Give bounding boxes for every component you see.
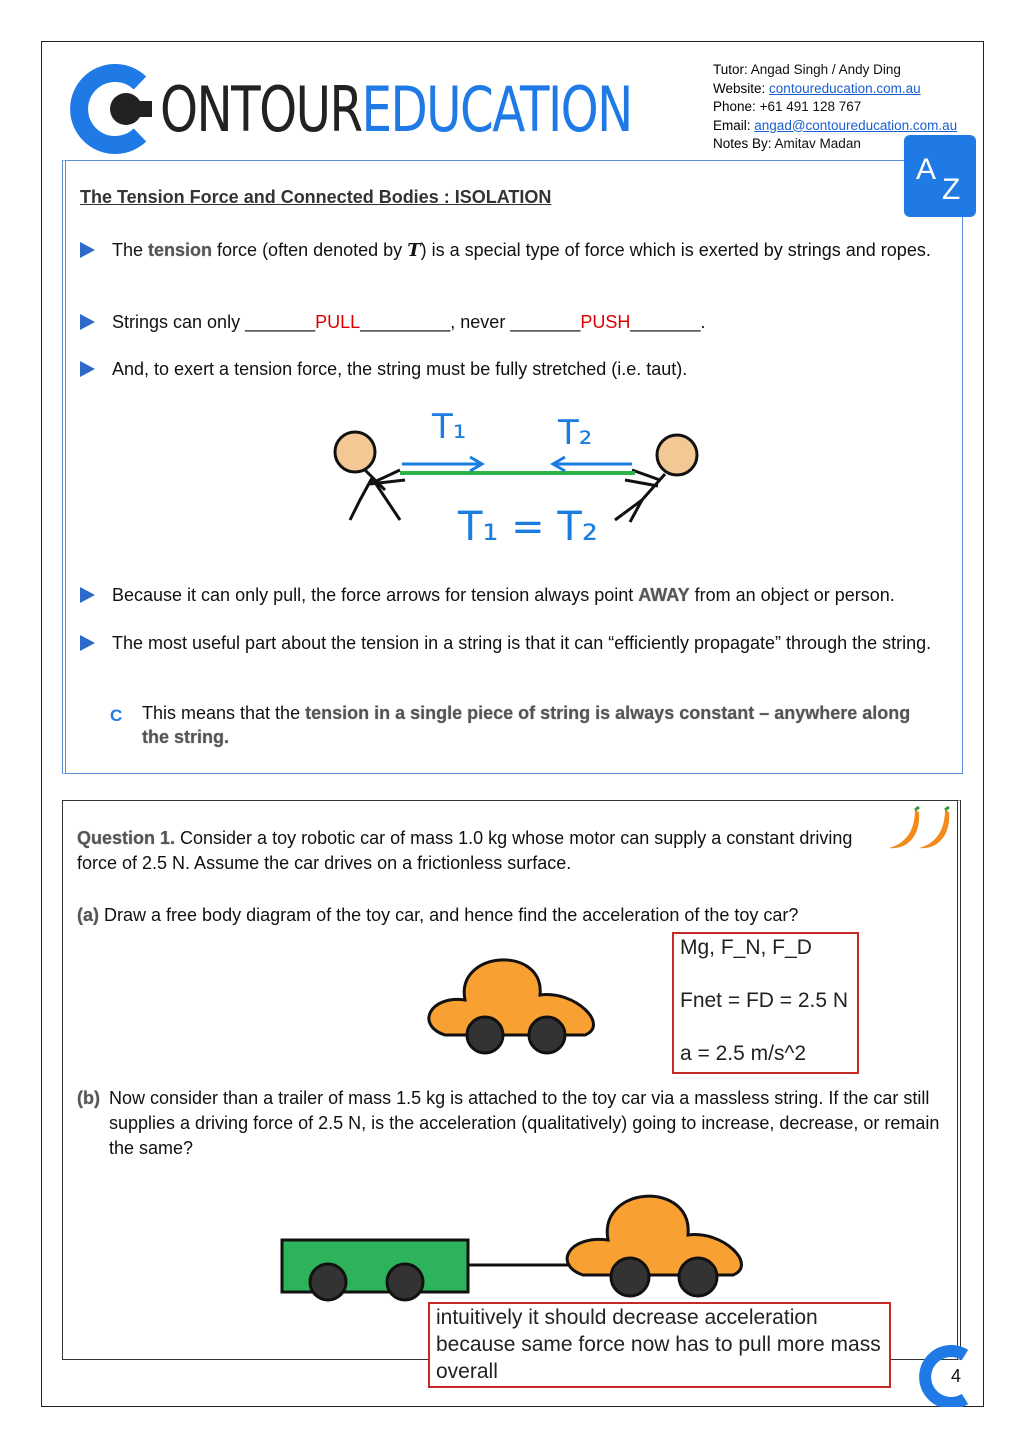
bullet-away: Because it can only pull, the force arrows for tension always point AWAY from an object or person. — [80, 583, 940, 607]
section-title: The Tension Force and Connected Bodies : ISOLATION — [80, 187, 552, 207]
bullet-arrow-icon — [80, 587, 95, 603]
stick-figure-left — [335, 432, 405, 520]
label-t1-equals-t2: T₁ = T₂ — [458, 504, 598, 550]
contour-logo — [68, 64, 765, 154]
tutor-label: Tutor: — [713, 62, 748, 77]
answer-box-a: Mg, F_N, F_D Fnet = FD = 2.5 N a = 2.5 m/s^2 — [672, 932, 859, 1074]
tension-diagram — [320, 400, 710, 560]
az-a: A — [916, 153, 937, 186]
answer-push: PUSH — [580, 312, 631, 332]
arrow-t2 — [553, 457, 632, 471]
tutor-value: Angad Singh / Andy Ding — [750, 62, 901, 77]
arrow-t1 — [402, 457, 482, 471]
bullet-arrow-icon — [80, 314, 95, 330]
bullet-propagate: The most useful part about the tension in a string is that it can “efficiently propagate” through the string. — [80, 631, 940, 655]
phone-label: Phone: — [713, 99, 756, 114]
az-z: Z — [942, 173, 961, 206]
toy-car-drawing — [425, 950, 605, 1060]
answer-pull: PULL — [315, 312, 361, 332]
bullet-arrow-icon — [80, 242, 95, 258]
logo-text-dark: ONTOUR — [160, 72, 362, 146]
logo-text-blue: EDUCATION — [361, 72, 632, 146]
footer-logo-icon — [915, 1345, 975, 1407]
part-a: (a) Draw a free body diagram of the toy car, and hence find the acceleration of the toy car? — [77, 905, 799, 925]
notes-by-value: Amitav Madan — [774, 136, 861, 151]
website-link[interactable]: contoureducation.com.au — [769, 80, 921, 96]
bullet-arrow-icon — [80, 635, 95, 651]
car-trailer-drawing — [278, 1185, 758, 1305]
bullet-pull-push: Strings can only _______PULL_________, never _______PUSH_______. — [80, 310, 940, 334]
chilli-difficulty-icon — [885, 806, 953, 852]
glossary-az-icon[interactable] — [904, 135, 976, 217]
contour-bullet-icon: C — [110, 706, 123, 725]
part-b: (b) Now consider than a trailer of mass 1.5 kg is attached to the toy car via a massless string. If the car still supplies a driving force of 2.5 N, is the acceleration (qualitatively) going to increase, decrease, or remain the same? — [77, 1088, 940, 1158]
question-1-text: Question 1. Consider a toy robotic car of mass 1.0 kg whose motor can supply a constant driving force of 2.5 N. Assume the car drives on a frictionless surface. — [77, 828, 853, 873]
email-link[interactable]: angad@contoureducation.com.au — [754, 117, 958, 133]
phone-value: +61 491 128 767 — [759, 99, 862, 114]
page-number: 4 — [951, 1366, 962, 1386]
answer-box-b: intuitively it should decrease acceleration because same force now has to pull more mass overall — [428, 1302, 891, 1388]
bullet-arrow-icon — [80, 361, 95, 377]
car — [567, 1196, 741, 1275]
label-t1: T₁ — [432, 407, 467, 447]
sub-bullet-constant: C This means that the tension in a single piece of string is always constant – anywhere along the string. — [110, 703, 911, 747]
email-label: Email: — [713, 117, 751, 133]
logo-text — [160, 73, 632, 146]
notes-by-label: Notes By: — [713, 136, 772, 151]
stick-figure-right — [615, 435, 697, 522]
logo-c-icon — [68, 63, 160, 155]
website-label: Website: — [713, 80, 766, 96]
bullet-taut: And, to exert a tension force, the string must be fully stretched (i.e. taut). — [80, 357, 940, 381]
bullet-tension-definition: The tension force (often denoted by T) is a special type of force which is exerted by strings and ropes. — [80, 238, 940, 263]
label-t2: T₂ — [558, 413, 593, 453]
